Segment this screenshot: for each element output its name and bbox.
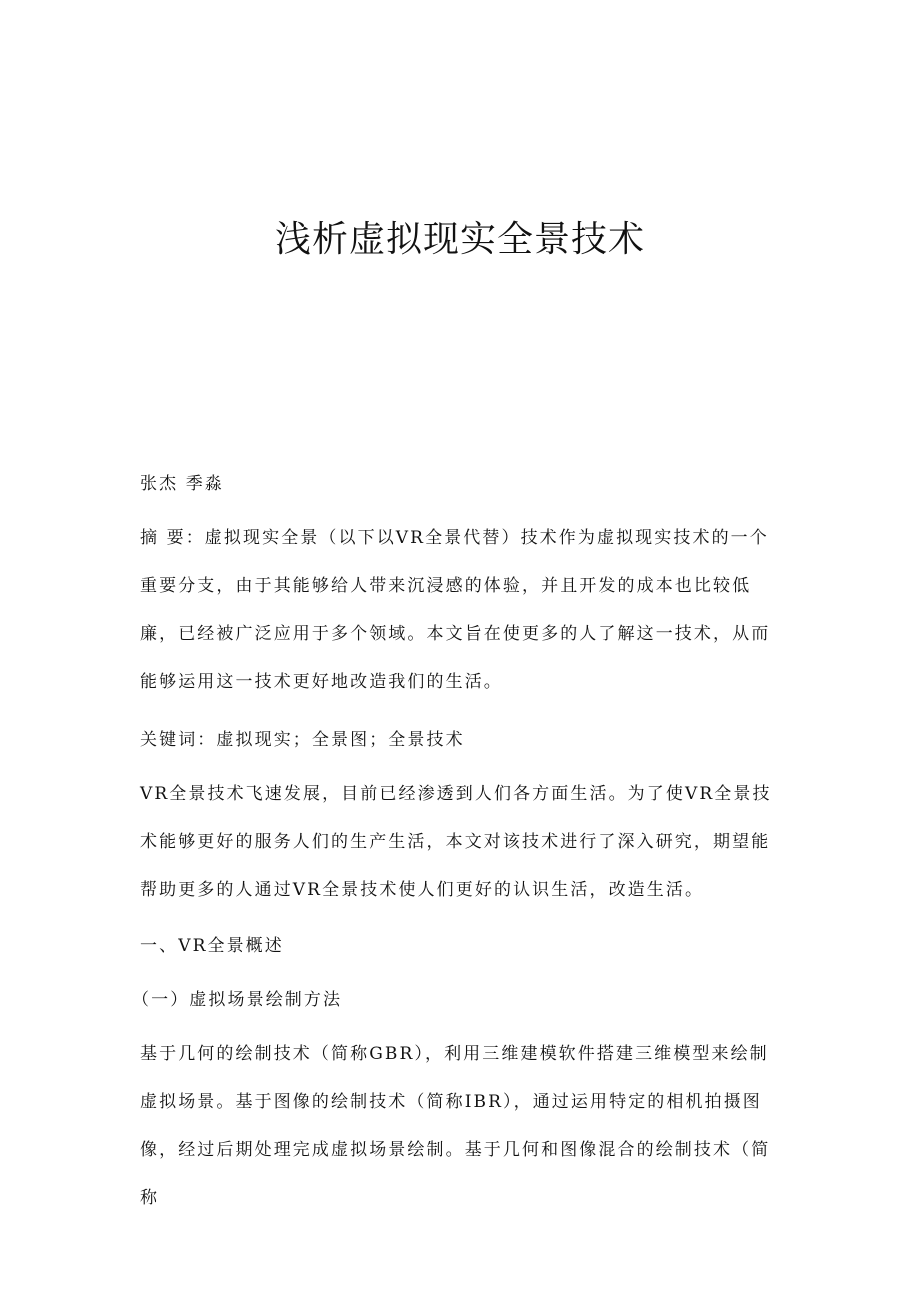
document-title: 浅析虚拟现实全景技术: [274, 219, 645, 260]
intro-paragraph: VR全景技术飞速发展，目前已经渗透到人们各方面生活。为了使VR全景技术能够更好的服务人们的生产生活，本文对该技术进行了深入研究，期望能帮助更多的人通过VR全景技术使人们更好的认识生活，改造生活。: [140, 784, 772, 900]
keywords-line: 关键词：虚拟现实；全景图；全景技术: [140, 730, 465, 750]
abstract-paragraph: 摘 要：虚拟现实全景（以下以VR全景代替）技术作为虚拟现实技术的一个重要分支，由于其能够给人带来沉浸感的体验，并且开发的成本也比较低廉，已经被广泛应用于多个领域。本文旨在使更多的人了解这一技术，从而能够运用这一技术更好地改造我们的生活。: [140, 528, 771, 692]
section-heading-overview: 一、VR全景概述: [140, 936, 284, 956]
rendering-methods-paragraph: 基于几何的绘制技术（简称GBR），利用三维建模软件搭建三维模型来绘制虚拟场景。基于图像的绘制技术（简称IBR），通过运用特定的相机拍摄图像，经过后期处理完成虚拟场景绘制。基于几何和图像混合的绘制技术（简称: [140, 1044, 771, 1208]
subsection-heading-rendering-methods: （一）虚拟场景绘制方法: [132, 990, 343, 1010]
authors-line: 张杰 季淼: [140, 474, 224, 494]
